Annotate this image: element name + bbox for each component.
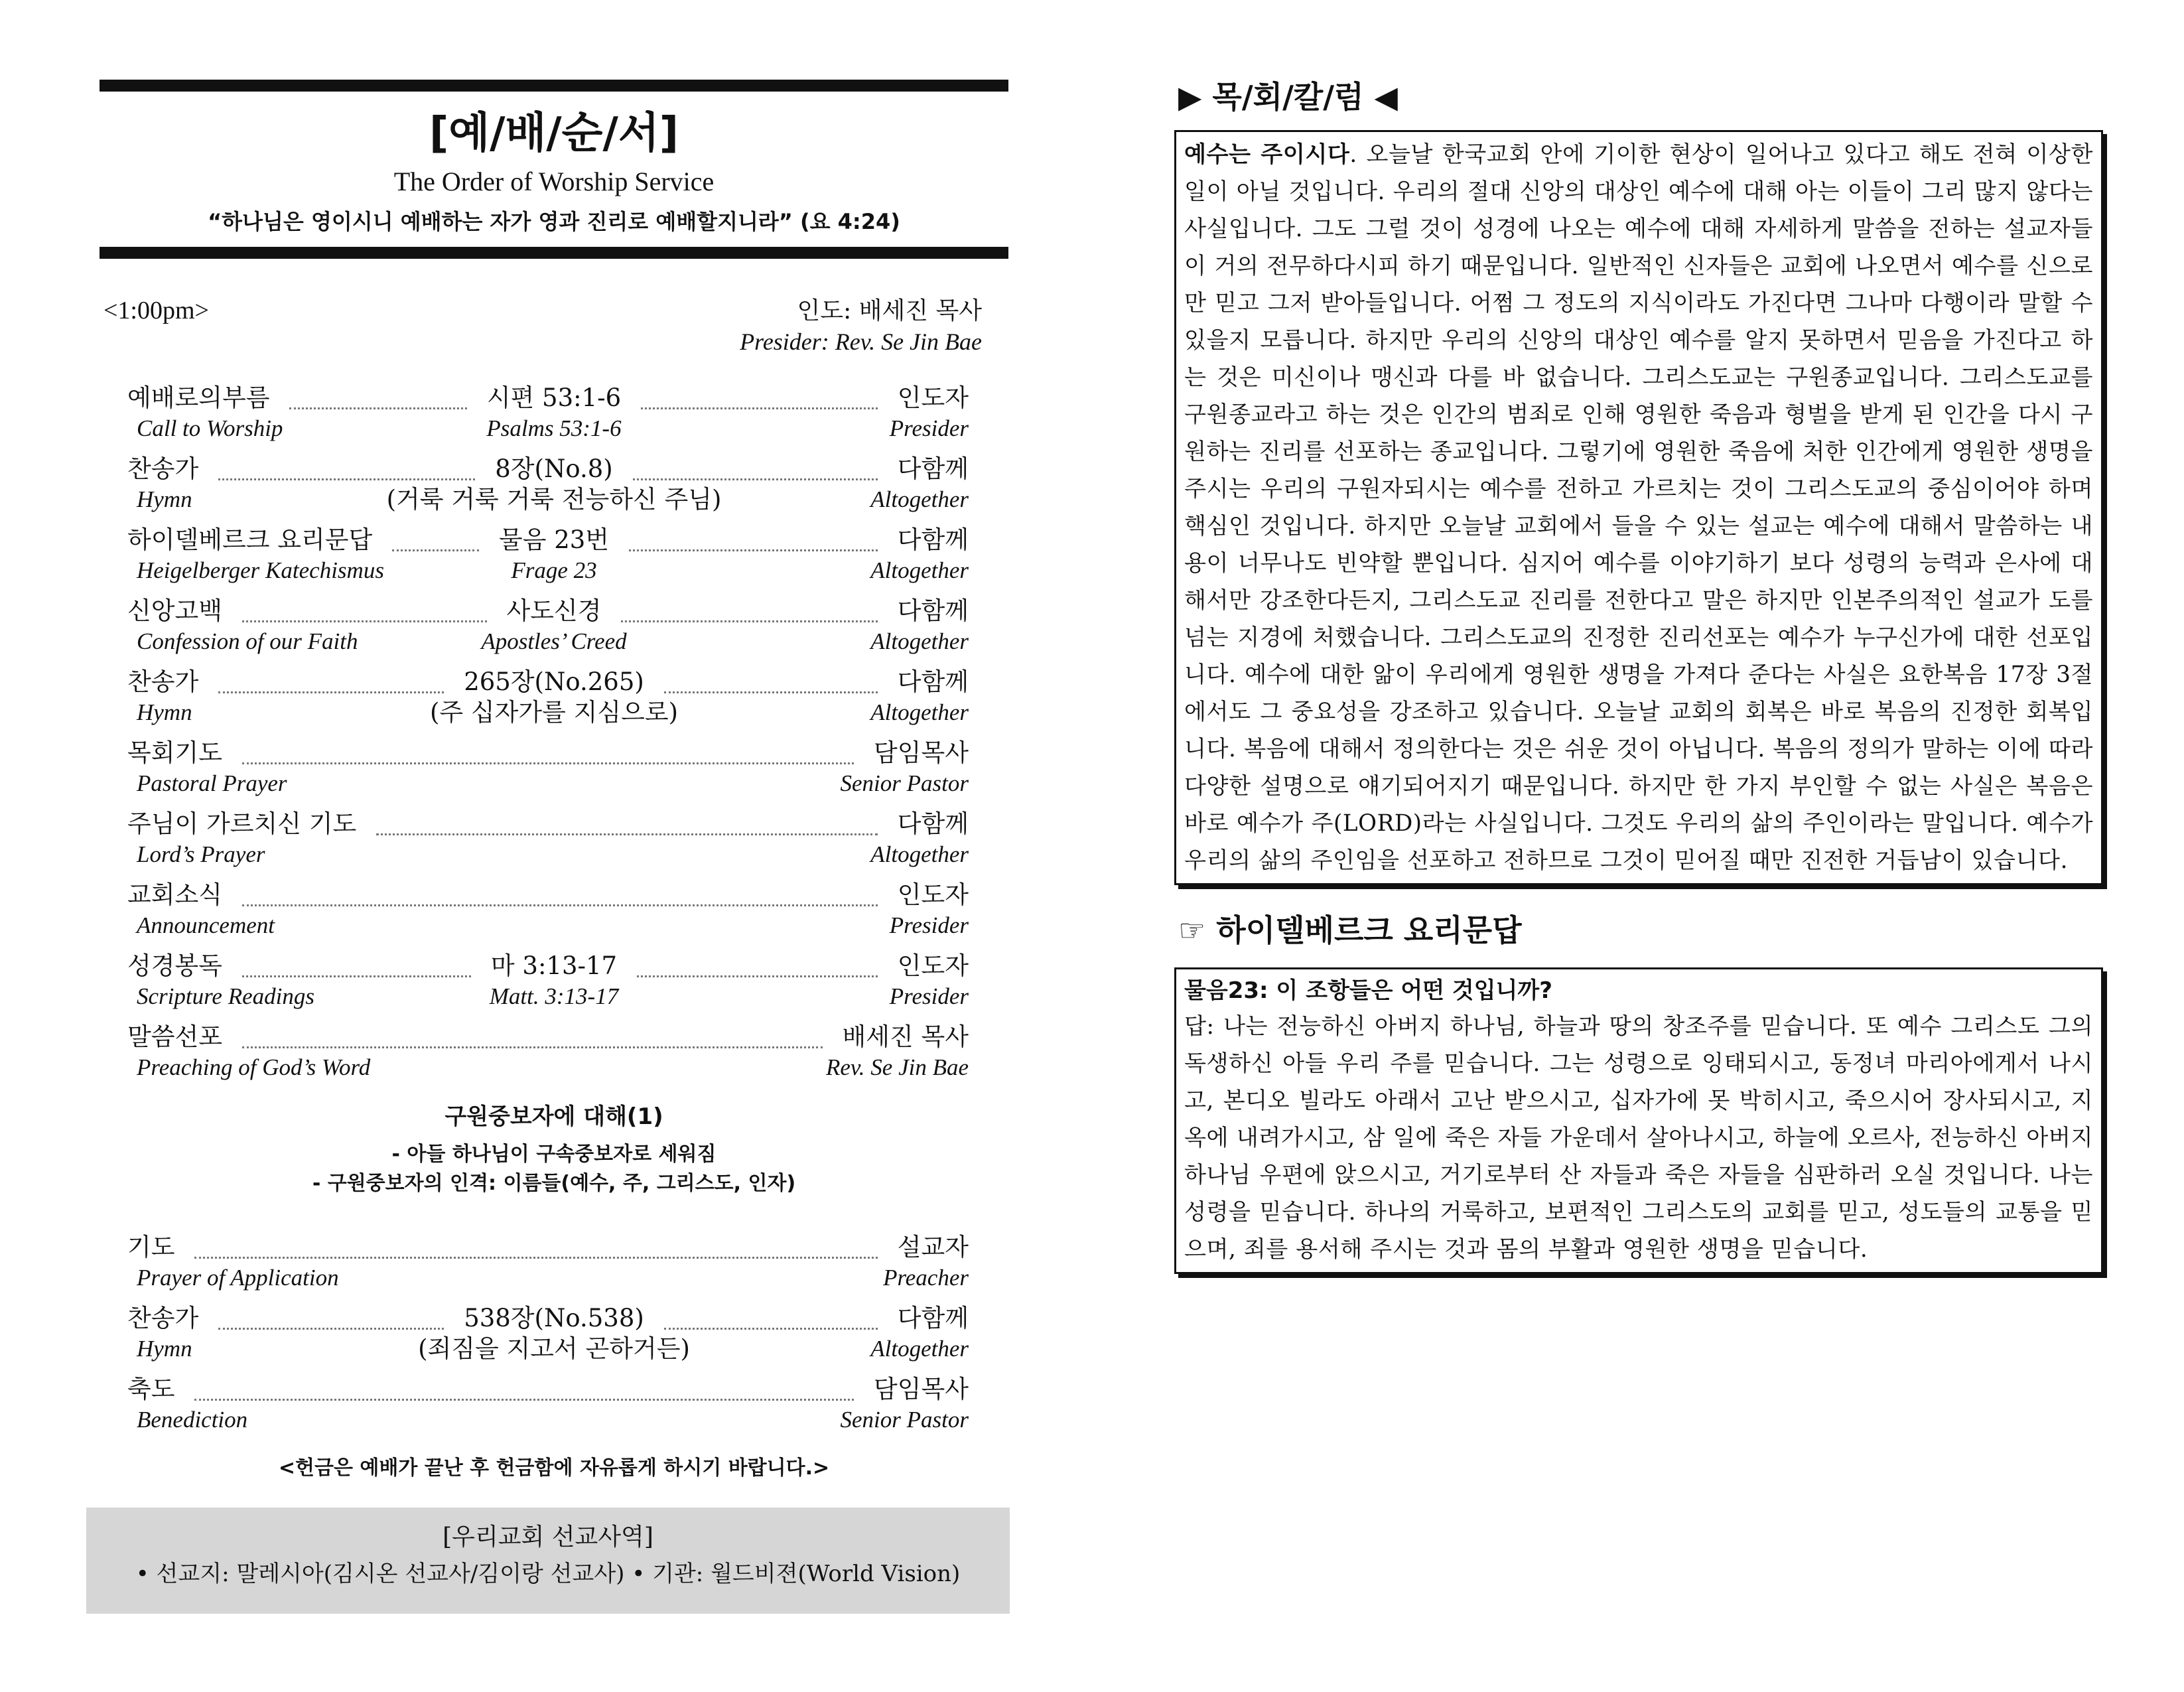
pastoral-column-text (1184, 136, 2093, 879)
item-name-en: Scripture Readings (137, 983, 314, 1009)
item-name-en: Confession of our Faith (137, 628, 358, 654)
item-role-en: Senior Pastor (840, 1407, 969, 1433)
item-detail-en: Matt. 3:13-17 (489, 983, 619, 1009)
item-name-ko: 주님이 가르치신 기도 (127, 810, 357, 838)
worship-item (100, 736, 1008, 807)
item-role-ko: 배세진 목사 (842, 1022, 969, 1051)
item-name-ko: 성경봉독 (127, 952, 222, 980)
item-name-ko: 말씀선포 (127, 1022, 222, 1051)
item-name-ko: 기도 (127, 1233, 175, 1261)
item-role-en: Altogether (870, 628, 969, 654)
item-detail-sub: (거룩 거룩 거룩 전능하신 주님) (386, 485, 722, 514)
sermon-point: - 구원중보자의 인격: 이름들(예수, 주, 그리스도, 인자) (312, 1172, 796, 1195)
worship-item (100, 452, 1008, 523)
item-role-en: Altogether (870, 486, 969, 512)
presider-en: Presider: Rev. Se Jin Bae (740, 328, 982, 355)
worship-items-after-sermon (100, 1230, 1008, 1443)
item-detail-ko: 마 3:13-17 (490, 952, 618, 980)
item-role-en: Presider (889, 415, 969, 441)
item-role-en: Altogether (870, 699, 969, 725)
item-role-ko: 다함께 (897, 526, 969, 554)
item-name-en: Hymn (137, 699, 192, 725)
item-name-ko: 찬송가 (127, 1304, 199, 1332)
item-detail-ko: 물음 23번 (498, 526, 610, 554)
item-name-en: Heigelberger Katechismus (137, 557, 384, 583)
item-role-en: Presider (889, 983, 969, 1009)
item-role-ko: 담임목사 (874, 739, 969, 767)
worship-item (100, 949, 1008, 1020)
item-name-en: Hymn (137, 1336, 192, 1362)
item-role-ko: 인도자 (897, 952, 969, 980)
top-rule (100, 80, 1008, 92)
item-role-ko: 다함께 (897, 668, 969, 696)
worship-item (100, 807, 1008, 878)
worship-items (100, 381, 1008, 1091)
item-name-ko: 예배로의부름 (127, 384, 270, 412)
pastoral-column-box (1174, 130, 2103, 885)
item-role-en: Rev. Se Jin Bae (825, 1054, 969, 1080)
item-name-ko: 하이델베르크 요리문답 (127, 526, 373, 554)
item-name-en: Prayer of Application (137, 1265, 339, 1291)
leader-dots (194, 1399, 854, 1401)
item-role-en: Altogether (870, 1336, 969, 1362)
sermon-point: - 아들 하나님이 구속중보자로 세워짐 (391, 1143, 717, 1166)
right-column (1174, 73, 2103, 1274)
item-role-en: Preacher (883, 1265, 969, 1291)
leader-dots (376, 833, 878, 835)
worship-item (100, 665, 1008, 736)
item-role-ko: 설교자 (897, 1233, 969, 1261)
mission-box (86, 1508, 1010, 1614)
item-role-ko: 다함께 (897, 455, 969, 483)
item-role-en: Altogether (870, 557, 969, 583)
offering-note: <헌금은 예배가 끝난 후 헌금함에 자유롭게 하시기 바랍니다.> (278, 1456, 830, 1480)
item-detail-en: Frage 23 (511, 557, 597, 583)
worship-item (100, 1301, 1008, 1372)
item-name-en: Benediction (137, 1407, 248, 1433)
item-role-en: Presider (889, 912, 969, 938)
worship-order (100, 80, 1008, 1488)
worship-title: [예/배/순/서] (429, 109, 679, 158)
column-lead: 예수는 주이시다 (1184, 141, 1350, 168)
item-name-ko: 축도 (127, 1375, 175, 1403)
worship-item (100, 878, 1008, 949)
worship-item (100, 523, 1008, 594)
service-time: <1:00pm> (103, 297, 209, 324)
worship-item (100, 1230, 1008, 1301)
catechism-title: ☞ 하이델베르크 요리문답 (1178, 912, 1522, 948)
item-role-en: Altogether (870, 841, 969, 867)
item-role-ko: 담임목사 (874, 1375, 969, 1403)
item-detail-sub: (죄짐을 지고서 곤하거든) (418, 1334, 690, 1363)
item-name-ko: 신앙고백 (127, 597, 222, 625)
item-detail-ko: 시편 53:1-6 (486, 384, 622, 412)
item-detail-ko: 8장(No.8) (495, 455, 613, 483)
item-name-ko: 목회기도 (127, 739, 222, 767)
sermon-title: 구원중보자에 대해(1) (444, 1103, 663, 1130)
item-name-ko: 찬송가 (127, 668, 199, 696)
leader-dots (242, 1046, 823, 1048)
item-role-ko: 다함께 (897, 1304, 969, 1332)
item-role-ko: 인도자 (897, 384, 969, 412)
presider (740, 296, 982, 357)
worship-subtitle: The Order of Worship Service (393, 167, 715, 196)
worship-verse: “하나님은 영이시니 예배하는 자가 영과 진리로 예배할지니라” (요 4:24) (208, 209, 900, 234)
item-name-ko: 찬송가 (127, 455, 199, 483)
pastoral-column-title: ▶ 목/회/칼/럼 ◀ (1178, 79, 1398, 115)
item-name-en: Announcement (137, 912, 275, 938)
item-detail-ko: 사도신경 (506, 597, 602, 625)
mission-line: • 선교지: 말레시아(김시온 선교사/김이랑 선교사) • 기관: 월드비젼(World Vision) (135, 1561, 961, 1587)
header-rule (100, 247, 1008, 259)
item-detail-sub: (주 십자가를 지심으로) (429, 698, 679, 727)
item-name-en: Pastoral Prayer (137, 770, 287, 796)
item-name-en: Lord’s Prayer (137, 841, 265, 867)
item-detail-ko: 265장(No.265) (464, 668, 644, 696)
leader-dots (242, 762, 854, 764)
time-presider-row (100, 296, 1008, 369)
item-name-en: Hymn (137, 486, 192, 512)
worship-item (100, 1020, 1008, 1091)
item-role-ko: 인도자 (897, 881, 969, 909)
item-detail-ko: 538장(No.538) (464, 1304, 644, 1332)
item-name-en: Preaching of God’s Word (137, 1054, 371, 1080)
item-detail-en: Psalms 53:1-6 (486, 415, 622, 441)
sermon-outline (100, 1093, 1008, 1198)
worship-item (100, 594, 1008, 665)
worship-item (100, 1372, 1008, 1443)
item-name-ko: 교회소식 (127, 881, 222, 909)
item-detail-en: Apostles’ Creed (481, 628, 627, 654)
leader-dots (242, 904, 878, 906)
item-name-en: Call to Worship (137, 415, 283, 441)
leader-dots (194, 1257, 878, 1259)
catechism-question: 물음23: 이 조항들은 어떤 것입니까? (1184, 977, 1552, 1004)
column-body: . 오늘날 한국교회 안에 기이한 현상이 일어나고 있다고 해도 전혀 이상한 일이 아닐 것입니다. 우리의 절대 신앙의 대상인 예수에 대해 아는 이들이 그리 많지 않다는 사실입니다. 그도 그럴 것이 성경에 나오는 예수에 대해 자세하게 말씀을 전하는 설교자들이 거의 전무하다시피 하기 때문입니다. 일반적인 신자들은 교회에 나오면서 예수를 신으로만 믿고 그저 받아들입니다. 어쩜 그 정도의 지식이라도 가진다면 그나마 다행이라 말할 수 있을지 모릅니다. 하지만 우리의 신앙의 대상인 예수를 알지 못하면서 믿음을 가진다고 하는 것은 미신이나 맹신과 다를 바 없습니다. 그리스도교는 구원종교입니다. 그리스도교를 구원종교라고 하는 것은 인간의 범죄로 인해 영원한 죽음과 형벌을 받게 된 인간을 다시 구원하는 진리를 선포하는 종교입니다. 그렇기에 영원한 죽음에 처한 인간에게 영원한 생명을 주시는 우리의 구원자되시는 예수를 전하고 가르치는 것이 그리스도교의 중심이어야 하며 핵심인 것입니다. 하지만 오늘날 교회에서 들을 수 있는 설교는 예수에 대해서 말씀하는 내용이 너무나도 빈약할 뿐입니다. 심지어 예수를 이야기하기 보다 성령의 능력과 은사에 대해서만 강조한다든지, 그리스도교 진리를 전한다고 말은 하지만 인본주의적인 설교가 도를 넘는 지경에 처했습니다. 그리스도교의 진정한 진리선포는 예수가 누구신가에 대한 선포입니다. 예수에 대한 앎이 우리에게 영원한 생명을 가져다 준다는 사실은 요한복음 17장 3절에서도 그 중요성을 강조하고 있습니다. 오늘날 교회의 회복은 바로 복음의 진정한 회복입니다. 복음에 대해서 정의한다는 것은 쉬운 것이 아닙니다. 복음의 정의가 말하는 이에 따라 다양한 설명으로 얘기되어지기 때문입니다. 하지만 한 가지 부인할 수 없는 사실은 복음은 바로 예수가 주(LORD)라는 사실입니다. 그것도 우리의 삶의 주인이라는 말입니다. 예수가 우리의 삶의 주인임을 선포하고 전하므로 그것이 믿어질 때만 진전한 거듭남이 있습니다. (1184, 141, 2093, 874)
item-role-ko: 다함께 (897, 597, 969, 625)
worship-item (100, 381, 1008, 452)
item-role-ko: 다함께 (897, 810, 969, 838)
catechism-answer: 답: 나는 전능하신 아버지 하나님, 하늘과 땅의 창조주를 믿습니다. 또 예수 그리스도 그의 독생하신 아들 우리 주를 믿습니다. 그는 성령으로 잉태되시고, 동정녀 마리아에게서 나시고, 본디오 빌라도 아래서 고난 받으시고, 십자가에 못 박히시고, 죽으시어 장사되시고, 지옥에 내려가시고, 삼 일에 죽은 자들 가운데서 살아나시고, 하늘에 오르사, 전능하신 아버지 하나님 우편에 앉으시고, 거기로부터 산 자들과 죽은 자들을 심판하러 오실 것입니다. 나는 성령을 믿습니다. 하나의 거룩하고, 보편적인 그리스도의 교회를 믿고, 성도들의 교통을 믿으며, 죄를 용서해 주시는 것과 몸의 부활과 영원한 생명을 믿습니다. (1184, 1013, 2093, 1263)
item-role-en: Senior Pastor (840, 770, 969, 796)
presider-ko: 인도: 배세진 목사 (797, 297, 982, 324)
mission-title: [우리교회 선교사역] (443, 1523, 653, 1551)
catechism-box (1174, 967, 2103, 1274)
